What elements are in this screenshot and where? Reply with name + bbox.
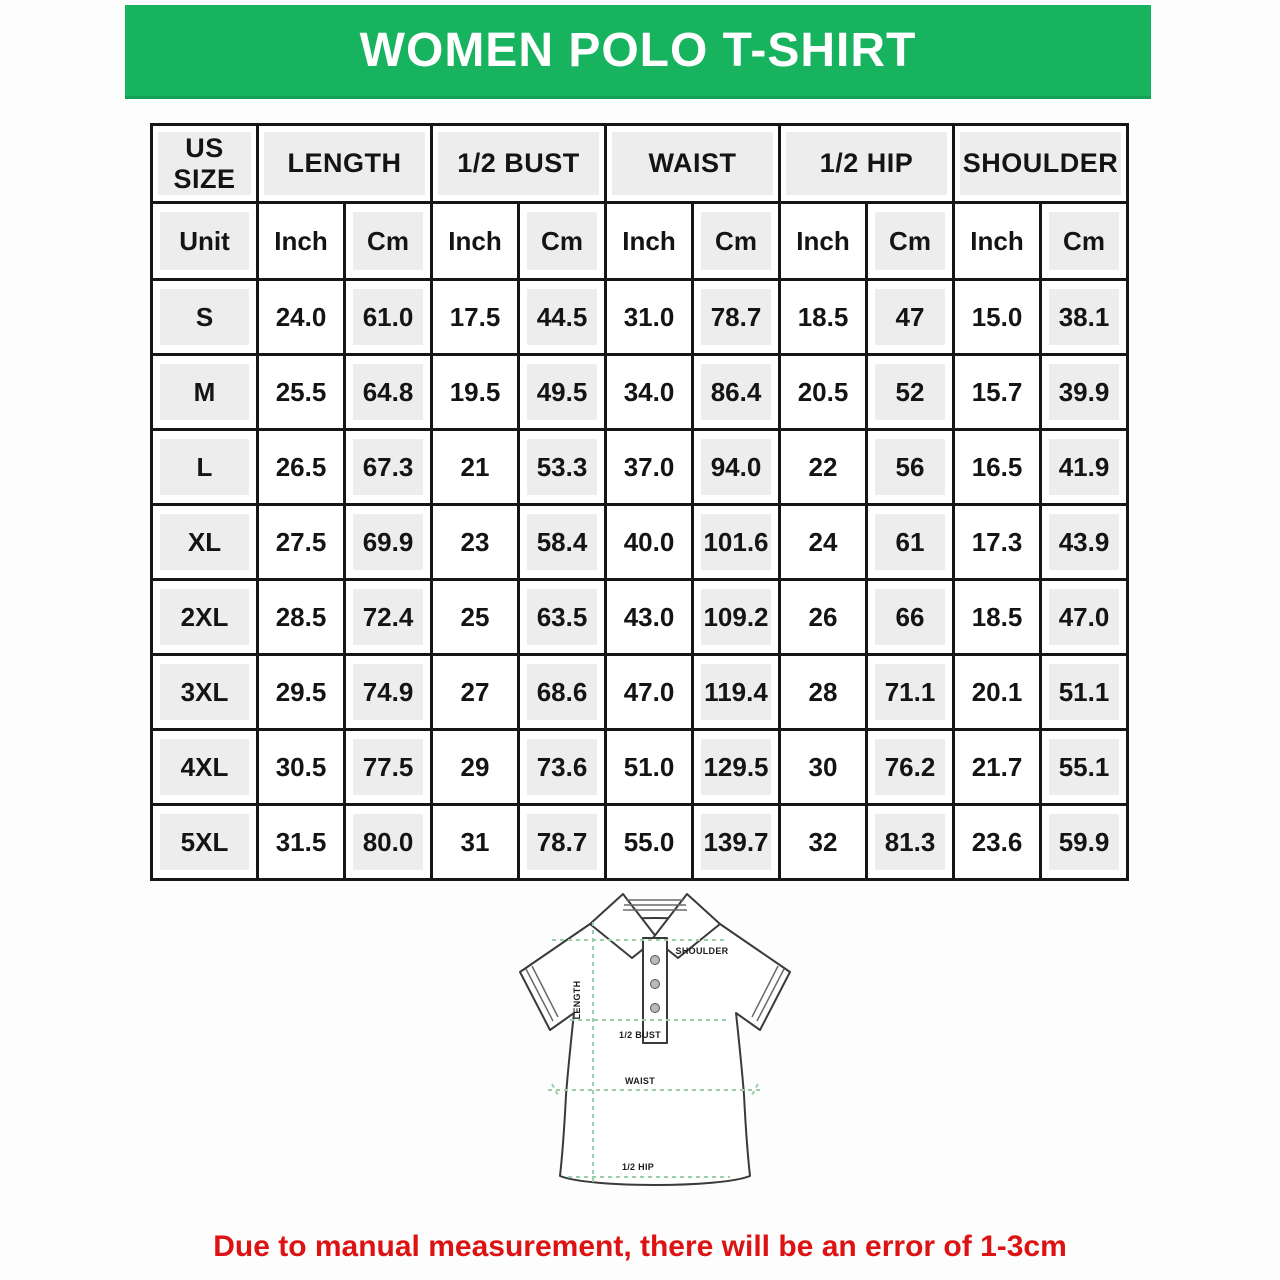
- unit-cell: Inch: [258, 203, 345, 280]
- value-cell: 21.7: [954, 730, 1041, 805]
- unit-cell: Cm: [1041, 203, 1128, 280]
- unit-row: [152, 203, 1128, 280]
- length-label: LENGTH: [572, 980, 582, 1020]
- size-row-xl: [152, 505, 1128, 580]
- placket: [643, 938, 667, 1043]
- value-cell: 78.7: [519, 805, 606, 880]
- value-cell: 56: [867, 430, 954, 505]
- value-cell: 59.9: [1041, 805, 1128, 880]
- value-cell: 32: [780, 805, 867, 880]
- size-row-m: [152, 355, 1128, 430]
- size-cell: 4XL: [152, 730, 258, 805]
- shoulder-label: SHOULDER: [675, 946, 729, 956]
- value-cell: 28: [780, 655, 867, 730]
- unit-cell: Cm: [693, 203, 780, 280]
- value-cell: 17.3: [954, 505, 1041, 580]
- value-cell: 40.0: [606, 505, 693, 580]
- value-cell: 55.1: [1041, 730, 1128, 805]
- size-cell: 3XL: [152, 655, 258, 730]
- unit-cell: Cm: [867, 203, 954, 280]
- value-cell: 109.2: [693, 580, 780, 655]
- value-cell: 18.5: [780, 280, 867, 355]
- value-cell: 31.5: [258, 805, 345, 880]
- value-cell: 81.3: [867, 805, 954, 880]
- size-cell: L: [152, 430, 258, 505]
- value-cell: 76.2: [867, 730, 954, 805]
- measurement-note: Due to manual measurement, there will be an error of 1-3cm: [213, 1230, 1067, 1263]
- value-cell: 51.1: [1041, 655, 1128, 730]
- value-cell: 139.7: [693, 805, 780, 880]
- value-cell: 119.4: [693, 655, 780, 730]
- col-header-shoulder: SHOULDER: [954, 125, 1128, 203]
- title-banner: [125, 5, 1151, 99]
- value-cell: 31.0: [606, 280, 693, 355]
- value-cell: 47.0: [1041, 580, 1128, 655]
- value-cell: 15.7: [954, 355, 1041, 430]
- value-cell: 27: [432, 655, 519, 730]
- unit-label: Unit: [152, 203, 258, 280]
- value-cell: 64.8: [345, 355, 432, 430]
- value-cell: 67.3: [345, 430, 432, 505]
- size-cell: XL: [152, 505, 258, 580]
- value-cell: 20.1: [954, 655, 1041, 730]
- size-row-5xl: [152, 805, 1128, 880]
- value-cell: 16.5: [954, 430, 1041, 505]
- value-cell: 94.0: [693, 430, 780, 505]
- col-header-waist: WAIST: [606, 125, 780, 203]
- value-cell: 30.5: [258, 730, 345, 805]
- value-cell: 25.5: [258, 355, 345, 430]
- value-cell: 74.9: [345, 655, 432, 730]
- value-cell: 25: [432, 580, 519, 655]
- value-cell: 26: [780, 580, 867, 655]
- value-cell: 31: [432, 805, 519, 880]
- col-header-length: LENGTH: [258, 125, 432, 203]
- page-title: WOMEN POLO T-SHIRT: [359, 24, 917, 77]
- value-cell: 44.5: [519, 280, 606, 355]
- value-cell: 71.1: [867, 655, 954, 730]
- size-cell: 2XL: [152, 580, 258, 655]
- value-cell: 21: [432, 430, 519, 505]
- value-cell: 19.5: [432, 355, 519, 430]
- size-chart-table: [150, 123, 1129, 881]
- value-cell: 38.1: [1041, 280, 1128, 355]
- value-cell: 52: [867, 355, 954, 430]
- value-cell: 61.0: [345, 280, 432, 355]
- size-cell: S: [152, 280, 258, 355]
- value-cell: 61: [867, 505, 954, 580]
- unit-cell: Inch: [780, 203, 867, 280]
- value-cell: 73.6: [519, 730, 606, 805]
- unit-cell: Inch: [606, 203, 693, 280]
- value-cell: 58.4: [519, 505, 606, 580]
- value-cell: 49.5: [519, 355, 606, 430]
- value-cell: 55.0: [606, 805, 693, 880]
- value-cell: 86.4: [693, 355, 780, 430]
- unit-cell: Inch: [954, 203, 1041, 280]
- value-cell: 43.9: [1041, 505, 1128, 580]
- value-cell: 129.5: [693, 730, 780, 805]
- value-cell: 22: [780, 430, 867, 505]
- value-cell: 28.5: [258, 580, 345, 655]
- unit-cell: Cm: [345, 203, 432, 280]
- value-cell: 34.0: [606, 355, 693, 430]
- button-1: [651, 956, 660, 965]
- value-cell: 17.5: [432, 280, 519, 355]
- value-cell: 29.5: [258, 655, 345, 730]
- value-cell: 53.3: [519, 430, 606, 505]
- value-cell: 51.0: [606, 730, 693, 805]
- value-cell: 78.7: [693, 280, 780, 355]
- value-cell: 24.0: [258, 280, 345, 355]
- value-cell: 72.4: [345, 580, 432, 655]
- polo-shirt-diagram: [490, 880, 820, 1210]
- size-row-4xl: [152, 730, 1128, 805]
- value-cell: 23: [432, 505, 519, 580]
- value-cell: 20.5: [780, 355, 867, 430]
- value-cell: 23.6: [954, 805, 1041, 880]
- value-cell: 69.9: [345, 505, 432, 580]
- value-cell: 47.0: [606, 655, 693, 730]
- unit-cell: Cm: [519, 203, 606, 280]
- size-row-l: [152, 430, 1128, 505]
- value-cell: 43.0: [606, 580, 693, 655]
- button-2: [651, 980, 660, 989]
- value-cell: 80.0: [345, 805, 432, 880]
- unit-cell: Inch: [432, 203, 519, 280]
- value-cell: 27.5: [258, 505, 345, 580]
- size-cell: 5XL: [152, 805, 258, 880]
- col-header-us-size: US SIZE: [152, 125, 258, 203]
- hip-label: 1/2 HIP: [621, 1162, 655, 1172]
- value-cell: 15.0: [954, 280, 1041, 355]
- size-row-2xl: [152, 580, 1128, 655]
- value-cell: 66: [867, 580, 954, 655]
- value-cell: 39.9: [1041, 355, 1128, 430]
- value-cell: 26.5: [258, 430, 345, 505]
- value-cell: 101.6: [693, 505, 780, 580]
- value-cell: 24: [780, 505, 867, 580]
- value-cell: 37.0: [606, 430, 693, 505]
- value-cell: 63.5: [519, 580, 606, 655]
- bust-label: 1/2 BUST: [619, 1030, 661, 1040]
- table-body: [152, 203, 1128, 880]
- value-cell: 30: [780, 730, 867, 805]
- header-row: [152, 125, 1128, 203]
- value-cell: 29: [432, 730, 519, 805]
- size-row-3xl: [152, 655, 1128, 730]
- value-cell: 18.5: [954, 580, 1041, 655]
- value-cell: 41.9: [1041, 430, 1128, 505]
- button-3: [651, 1004, 660, 1013]
- col-header-bust: 1/2 BUST: [432, 125, 606, 203]
- col-header-hip: 1/2 HIP: [780, 125, 954, 203]
- value-cell: 47: [867, 280, 954, 355]
- waist-label: WAIST: [625, 1076, 655, 1086]
- size-row-s: [152, 280, 1128, 355]
- value-cell: 77.5: [345, 730, 432, 805]
- size-cell: M: [152, 355, 258, 430]
- value-cell: 68.6: [519, 655, 606, 730]
